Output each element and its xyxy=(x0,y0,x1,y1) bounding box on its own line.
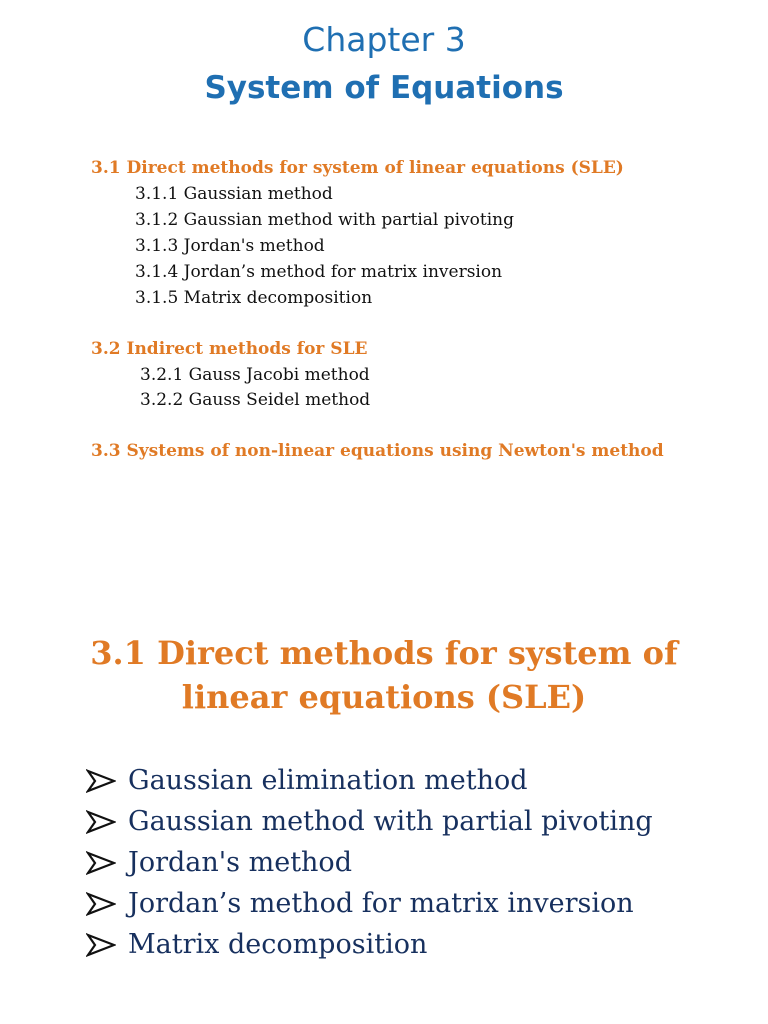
slide-heading-line-1: 3.1 Direct methods for system of xyxy=(90,634,678,672)
bullet-list xyxy=(86,760,653,965)
toc-section-3-3: 3.3 Systems of non-linear equations using Newton's method xyxy=(91,441,664,461)
bullet-text: Matrix decomposition xyxy=(128,929,428,960)
bullet-item xyxy=(86,842,653,883)
arrow-bullet-icon xyxy=(86,769,116,793)
arrow-bullet-icon xyxy=(86,933,116,957)
bullet-text: Gaussian method with partial pivoting xyxy=(128,806,653,837)
bullet-item xyxy=(86,801,653,842)
slide-direct-methods xyxy=(0,560,768,1024)
bullet-text: Jordan’s method for matrix inversion xyxy=(128,888,634,919)
toc-item: 3.1.4 Jordan’s method for matrix inversion xyxy=(135,262,503,282)
toc-section-3-2: 3.2 Indirect methods for SLE xyxy=(91,339,368,359)
toc-item: 3.2.2 Gauss Seidel method xyxy=(140,390,371,410)
chapter-label: Chapter 3 xyxy=(302,20,466,59)
bullet-text: Gaussian elimination method xyxy=(128,765,528,796)
arrow-bullet-icon xyxy=(86,892,116,916)
slide-heading-line-2: linear equations (SLE) xyxy=(181,678,587,716)
bullet-item xyxy=(86,924,653,965)
bullet-item xyxy=(86,760,653,801)
toc-item: 3.2.1 Gauss Jacobi method xyxy=(140,365,370,385)
toc-item: 3.1.1 Gaussian method xyxy=(135,184,333,204)
bullet-text: Jordan's method xyxy=(128,847,352,878)
arrow-bullet-icon xyxy=(86,851,116,875)
toc-item: 3.1.5 Matrix decomposition xyxy=(135,288,373,308)
toc-item: 3.1.2 Gaussian method with partial pivoting xyxy=(135,210,514,230)
chapter-title: System of Equations xyxy=(204,70,564,106)
toc-section-3-1: 3.1 Direct methods for system of linear equations (SLE) xyxy=(91,158,624,178)
toc-item: 3.1.3 Jordan's method xyxy=(135,236,325,256)
arrow-bullet-icon xyxy=(86,810,116,834)
bullet-item xyxy=(86,883,653,924)
